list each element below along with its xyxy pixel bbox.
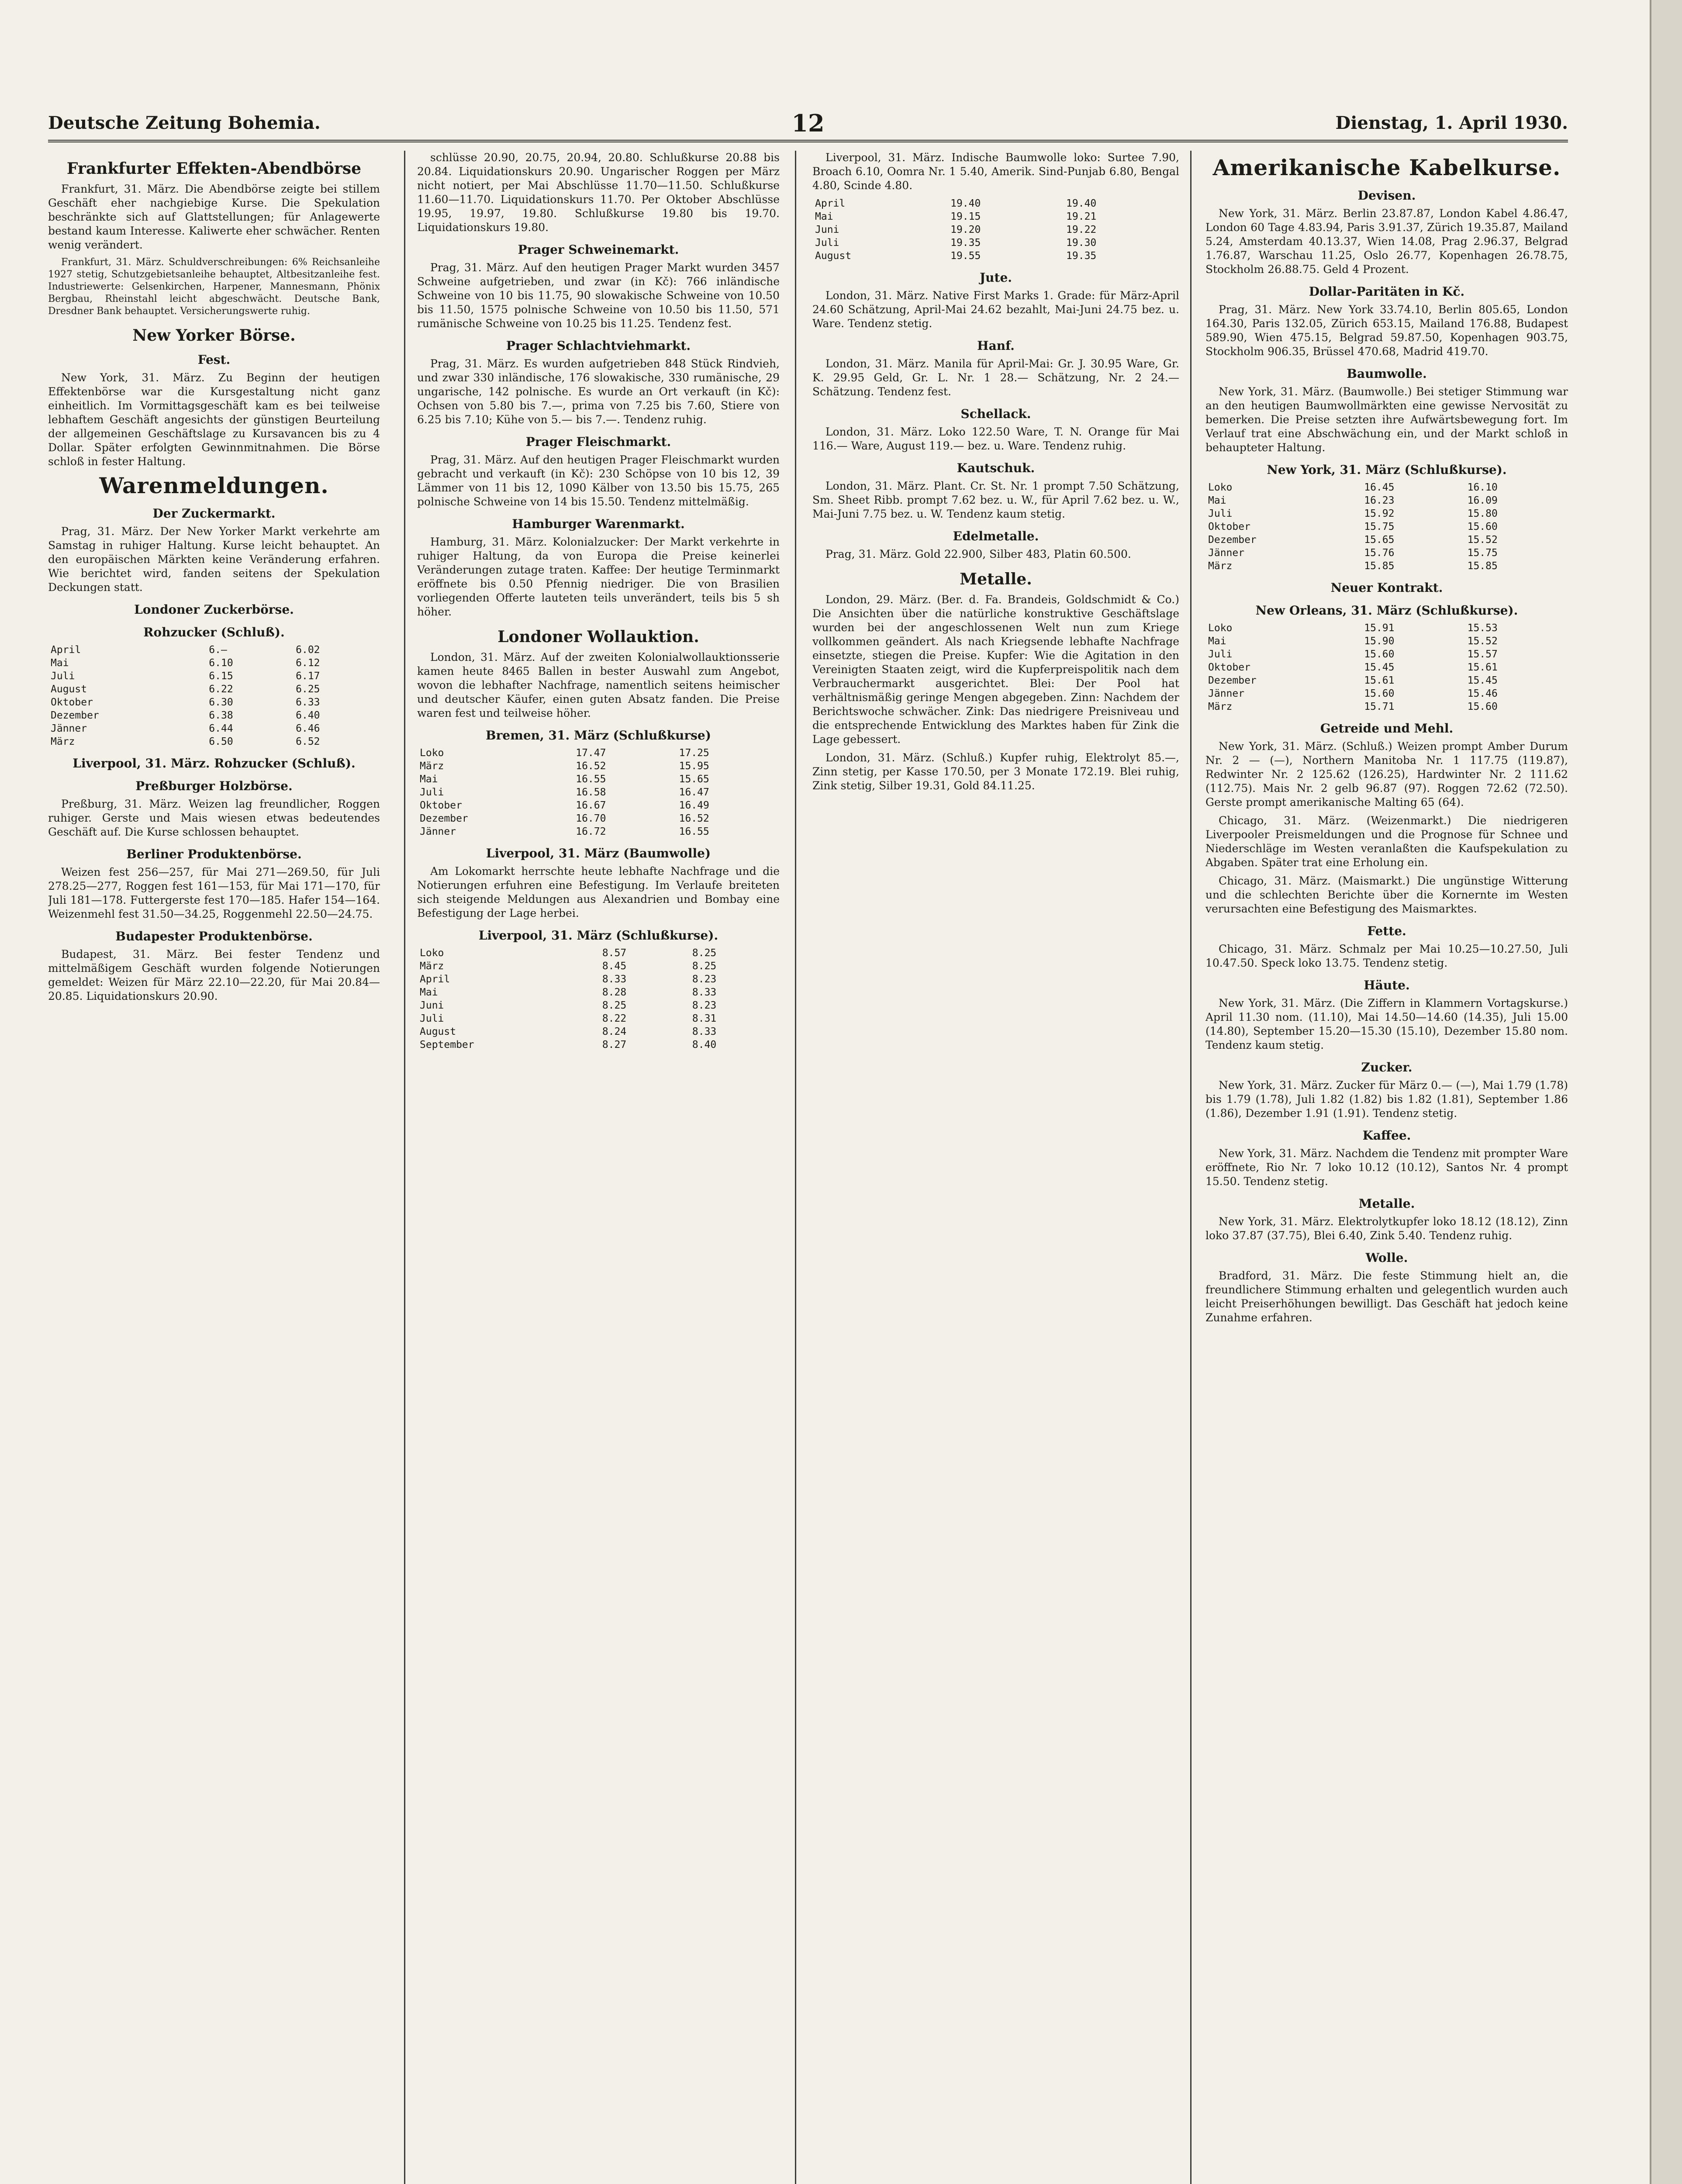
subsection-title: Prager Fleischmarkt. bbox=[525, 435, 671, 449]
article-paragraph: Frankfurt, 31. März. Die Abendbörse zeigte bei stillem Geschäft eher nachgiebige Kurse. Die Spekulation beschränkte sich auf Glattstellungen; für Anlagewerte bestand kaum Interesse. Kaliwerte eher schwächer. Renten wenig verändert. bbox=[48, 183, 380, 251]
table-cell: 15.91 bbox=[1364, 622, 1395, 634]
table-cell: August bbox=[420, 1026, 456, 1037]
table-cell: Jänner bbox=[1208, 547, 1245, 559]
table-cell: 15.65 bbox=[1364, 534, 1395, 546]
table-row bbox=[1205, 481, 1568, 494]
table-cell: 15.52 bbox=[1467, 636, 1498, 647]
article-paragraph: Prag, 31. März. Auf den heutigen Prager Markt wurden 3457 Schweine aufgetrieben, und zwar (in Kč): 766 inländische Schweine von 10 bis 11.75, 90 slowakische Schweine von 10.50 bis 11.50, 1575 polnische Schweine von 10.50 bis 11.50, 571 rumänische Schweine von 10.25 bis 11.25. Tendenz fest. bbox=[417, 261, 780, 330]
table-row bbox=[417, 773, 780, 786]
article-paragraph: Hamburg, 31. März. Kolonialzucker: Der Markt verkehrte in ruhiger Haltung, da von Europa die Preise keinerlei Veränderungen zutage traten. Kaffee: Der heutige Terminmarkt eröffnete bis 0.50 Pfennig niedriger. Die von Brasilien vorliegenden Offerte lauteten teils unverändert, teils bis 5 sh höher. bbox=[417, 536, 780, 618]
table-row bbox=[812, 249, 1179, 263]
article-paragraph: New York, 31. März. Zucker für März 0.— (—), Mai 1.79 (1.78) bis 1.79 (1.78), Juli 1.82 (1.82) bis 1.82 (1.81), September 1.86 (1.86), Dezember 1.91 (1.91). Tendenz stetig. bbox=[1205, 1079, 1568, 1120]
article-paragraph: Prag, 31. März. New York 33.74.10, Berlin 805.65, London 164.30, Paris 132.05, Zürich 653.15, Mailand 176.88, Budapest 589.90, Wien 475.15, Belgrad 59.87.50, Kopenhagen 903.75, Stockholm 906.35, Brüssel 470.68, Madrid 419.70. bbox=[1205, 303, 1568, 358]
table-cell: 6.02 bbox=[296, 644, 320, 656]
column-2 bbox=[417, 151, 780, 2184]
table-cell: 15.76 bbox=[1364, 547, 1395, 559]
table-cell: 15.57 bbox=[1467, 649, 1498, 660]
table-cell: März bbox=[1208, 701, 1233, 712]
table-cell: Juli bbox=[1208, 649, 1233, 660]
table-row bbox=[1205, 700, 1568, 713]
table-row bbox=[48, 696, 380, 709]
table-cell: 8.33 bbox=[602, 974, 627, 985]
masthead bbox=[48, 109, 1568, 142]
table-cell: 15.46 bbox=[1467, 688, 1498, 699]
table-row bbox=[417, 786, 780, 799]
table-row bbox=[1205, 661, 1568, 674]
table-cell: 6.50 bbox=[209, 736, 233, 747]
table-row bbox=[48, 709, 380, 722]
table-cell: Mai bbox=[815, 211, 833, 222]
table-cell: 19.30 bbox=[1066, 237, 1097, 249]
column-1 bbox=[48, 151, 380, 2184]
section-title: Warenmeldungen. bbox=[99, 473, 329, 498]
table-cell: 16.70 bbox=[576, 813, 606, 824]
table-cell: 8.31 bbox=[692, 1013, 717, 1024]
article-paragraph: New York, 31. März. Berlin 23.87.87, London Kabel 4.86.47, London 60 Tage 4.83.94, Paris 3.91.37, Zürich 19.35.87, Mailand 5.24, Amsterdam 40.13.37, Wien 14.08, Prag 2.96.37, Belgrad 1.76.87, Warschau 11.25, Oslo 26.77, Kopenhagen 26.78.75, Stockholm 26.88.75. Geld 4 Prozent. bbox=[1205, 207, 1568, 276]
table-cell: April bbox=[51, 644, 81, 656]
subsection-title: Zucker. bbox=[1361, 1060, 1413, 1075]
table-cell: 16.52 bbox=[679, 813, 709, 824]
article-paragraph: Chicago, 31. März. (Maismarkt.) Die ungünstige Witterung und die schlechten Berichte über die Kornernte im Westen verursachten eine Befestigung des Maismarktes. bbox=[1205, 874, 1568, 915]
table-cell: 8.24 bbox=[602, 1026, 627, 1037]
table-cell: Juli bbox=[51, 670, 75, 682]
subsection-title: New Orleans, 31. März (Schlußkurse). bbox=[1255, 603, 1518, 618]
table-cell: Oktober bbox=[1208, 662, 1250, 673]
table-cell: 16.67 bbox=[576, 800, 606, 811]
table-cell: 19.35 bbox=[1066, 250, 1097, 262]
table-cell: 15.85 bbox=[1364, 560, 1395, 572]
article-paragraph: London, 31. März. Manila für April-Mai: Gr. J. 30.95 Ware, Gr. K. 29.95 Geld, Gr. L. Nr. 1 28.— Schätzung, Nr. 2 24.— Schätzung. Tendenz fest. bbox=[812, 357, 1179, 398]
table-cell: 19.22 bbox=[1066, 224, 1097, 235]
table-cell: Oktober bbox=[51, 697, 93, 708]
table-row bbox=[417, 973, 780, 986]
subsection-title: Edelmetalle. bbox=[953, 529, 1039, 543]
table-cell: 6.— bbox=[209, 644, 227, 656]
table-cell: 8.25 bbox=[692, 947, 717, 959]
table-row bbox=[417, 986, 780, 999]
table-row bbox=[417, 799, 780, 812]
table-row bbox=[417, 1025, 780, 1038]
table-cell: Dezember bbox=[1208, 675, 1257, 686]
column-4 bbox=[1205, 151, 1568, 2184]
table-cell: 15.65 bbox=[679, 774, 709, 785]
table-cell: März bbox=[420, 760, 444, 772]
table-row bbox=[48, 657, 380, 670]
table-row bbox=[1205, 687, 1568, 700]
quote-table bbox=[417, 947, 780, 1051]
subsection-title: Fette. bbox=[1367, 924, 1406, 938]
table-cell: Loko bbox=[1208, 482, 1233, 493]
article-paragraph: Weizen fest 256—257, für Mai 271—269.50, für Juli 278.25—277, Roggen fest 161—153, für Mai 171—170, für Juli 181—178. Futtergerste fest 170—185. Hafer 154—164. Weizenmehl fest 31.50—34.25, Roggenmehl 22.50—24.75. bbox=[48, 866, 380, 920]
table-cell: 19.40 bbox=[1066, 198, 1097, 209]
table-cell: 6.44 bbox=[209, 723, 233, 734]
subsection-title: Budapester Produktenbörse. bbox=[115, 929, 313, 943]
column-rule bbox=[795, 151, 796, 2184]
table-cell: Juni bbox=[815, 224, 839, 235]
table-cell: 6.33 bbox=[296, 697, 320, 708]
table-cell: 16.09 bbox=[1467, 495, 1498, 506]
quote-table bbox=[812, 197, 1179, 263]
table-row bbox=[417, 760, 780, 773]
table-cell: August bbox=[51, 684, 87, 695]
table-cell: 6.22 bbox=[209, 684, 233, 695]
article-paragraph: London, 31. März. Auf der zweiten Kolonialwollauktionsserie kamen heute 8465 Ballen in bester Auswahl zum Angebot, wovon die lebhafter Nachfrage, namentlich seitens heimischer und deutscher Käufer, einen guten Absatz fanden. Die Preise waren fest und teilweise höher. bbox=[417, 651, 780, 719]
subsection-title: Hamburger Warenmarkt. bbox=[512, 517, 685, 531]
table-cell: Dezember bbox=[1208, 534, 1257, 546]
section-title: Metalle. bbox=[960, 570, 1032, 588]
section-title: Londoner Wollauktion. bbox=[497, 628, 699, 646]
article-paragraph: New York, 31. März. (Baumwolle.) Bei stetiger Stimmung war an den heutigen Baumwollmärkten eine gewisse Nervosität zu bemerken. Die Preise setzten ihre Aufwärtsbewegung fort. Im Verlauf trat eine Abschwächung ein, und der Markt schloß in behaupteter Haltung. bbox=[1205, 385, 1568, 454]
table-cell: Jänner bbox=[1208, 688, 1245, 699]
subsection-title: Berliner Produktenbörse. bbox=[126, 847, 302, 861]
table-cell: 19.55 bbox=[950, 250, 981, 262]
article-paragraph: New York, 31. März. (Die Ziffern in Klammern Vortagskurse.) April 11.30 nom. (11.10), Mai 14.50—14.60 (14.35), Juli 15.00 (14.80), September 15.20—15.30 (15.10), Dezember 15.80 nom. Tendenz kaum stetig. bbox=[1205, 997, 1568, 1051]
table-row bbox=[812, 236, 1179, 249]
table-cell: 6.25 bbox=[296, 684, 320, 695]
subsection-title: Kautschuk. bbox=[957, 461, 1035, 475]
table-cell: 15.71 bbox=[1364, 701, 1395, 712]
article-paragraph: Preßburg, 31. März. Weizen lag freundlicher, Roggen ruhiger. Gerste und Mais wiesen etwas bedeutendes Geschäft auf. Die Kurse schlossen behauptet. bbox=[48, 798, 380, 838]
subsection-title: Londoner Zuckerbörse. bbox=[134, 602, 294, 617]
table-cell: 16.47 bbox=[679, 787, 709, 798]
article-paragraph: Am Lokomarkt herrschte heute lebhafte Nachfrage und die Notierungen erfuhren eine Befestigung. Im Verlaufe breiteten sich steigende Meldungen aus Alexandrien und Bombay eine Befestigung der Lage herbei. bbox=[417, 865, 780, 919]
table-row bbox=[417, 812, 780, 825]
article-paragraph: Bradford, 31. März. Die feste Stimmung hielt an, die freundlichere Stimmung erhalten und gelegentlich wurden auch leicht Preiserhöhungen bewilligt. Das Geschäft hat jedoch keine Zunahme erfahren. bbox=[1205, 1269, 1568, 1324]
table-cell: 19.15 bbox=[950, 211, 981, 222]
table-row bbox=[1205, 560, 1568, 573]
table-cell: April bbox=[815, 198, 846, 209]
table-row bbox=[48, 722, 380, 735]
table-row bbox=[48, 670, 380, 683]
subsection-title: Baumwolle. bbox=[1347, 366, 1427, 381]
table-cell: Oktober bbox=[1208, 521, 1250, 532]
table-cell: Loko bbox=[420, 747, 444, 759]
issue-date: Dienstag, 1. April 1930. bbox=[1335, 113, 1568, 133]
table-cell: 6.46 bbox=[296, 723, 320, 734]
table-cell: 15.75 bbox=[1467, 547, 1498, 559]
table-cell: 8.27 bbox=[602, 1039, 627, 1051]
table-cell: 19.40 bbox=[950, 198, 981, 209]
article-paragraph: Frankfurt, 31. März. Schuldverschreibungen: 6% Reichsanleihe 1927 stetig, Schutzgebietsanleihe behauptet, Altbesitzanleihe fest. Industriewerte: Gelsenkirchen, Harpener, Mannesmann, Phönix Bergbau, Rheinstahl leicht abgeschwächt. Deutsche Bank, Dresdner Bank behauptet. Versicherungswerte ruhig. bbox=[48, 257, 380, 317]
article-paragraph: Liverpool, 31. März. Indische Baumwolle loko: Surtee 7.90, Broach 6.10, Oomra Nr. 1 5.40, Amerik. Sind-Punjab 6.80, Bengal 4.80, Scinde 4.80. bbox=[812, 151, 1179, 192]
table-cell: 15.95 bbox=[679, 760, 709, 772]
table-cell: 15.45 bbox=[1364, 662, 1395, 673]
table-cell: 6.40 bbox=[296, 710, 320, 721]
article-paragraph: schlüsse 20.90, 20.75, 20.94, 20.80. Schlußkurse 20.88 bis 20.84. Liquidationskurs 20.90. Ungarischer Roggen per März nicht notiert, per Mai Abschlüsse 11.70—11.50. Schlußkurse 11.60—11.70. Liquidationskurs 11.70. Per Oktober Abschlüsse 19.95, 19.97, 19.80. Schlußkurse 19.80 bis 19.70. Liquidationskurs 19.80. bbox=[417, 151, 780, 234]
table-cell: 8.33 bbox=[692, 987, 717, 998]
section-title: Amerikanische Kabelkurse. bbox=[1212, 155, 1561, 180]
table-cell: 15.60 bbox=[1467, 701, 1498, 712]
column-3 bbox=[812, 151, 1179, 2184]
table-cell: Mai bbox=[1208, 495, 1226, 506]
table-row bbox=[417, 1038, 780, 1051]
table-cell: Loko bbox=[1208, 622, 1233, 634]
table-cell: 8.33 bbox=[692, 1026, 717, 1037]
article-paragraph: Prag, 31. März. Der New Yorker Markt verkehrte am Samstag in ruhiger Haltung. Kurse leicht behauptet. An den europäischen Märkten keine Veränderung erfahren. Wie berichtet wird, fanden seitens der Spekulation Deckungen statt. bbox=[48, 525, 380, 594]
table-row bbox=[812, 223, 1179, 236]
article-paragraph: Chicago, 31. März. Schmalz per Mai 10.25—10.27.50, Juli 10.47.50. Speck loko 13.75. Tendenz stetig. bbox=[1205, 943, 1568, 969]
article-paragraph: London, 31. März. Plant. Cr. St. Nr. 1 prompt 7.50 Schätzung, Sm. Sheet Ribb. prompt 7.62 bez. u. W., für April 7.62 bez. u. W., Mai-Juni 7.75 bez. u. W. Tendenz kaum stetig. bbox=[812, 480, 1179, 520]
table-cell: 8.25 bbox=[692, 961, 717, 972]
table-cell: 6.38 bbox=[209, 710, 233, 721]
subsection-title: Kaffee. bbox=[1362, 1128, 1411, 1143]
table-cell: 16.52 bbox=[576, 760, 606, 772]
table-cell: 15.45 bbox=[1467, 675, 1498, 686]
table-row bbox=[417, 960, 780, 973]
table-cell: 15.85 bbox=[1467, 560, 1498, 572]
quote-table bbox=[48, 643, 380, 748]
subsection-title: Schellack. bbox=[960, 407, 1031, 421]
table-cell: Oktober bbox=[420, 800, 462, 811]
table-cell: 15.61 bbox=[1467, 662, 1498, 673]
table-cell: 16.55 bbox=[679, 826, 709, 837]
article-paragraph: New York, 31. März. Elektrolytkupfer loko 18.12 (18.12), Zinn loko 37.87 (37.75), Blei 6.40, Zink 5.40. Tendenz ruhig. bbox=[1205, 1215, 1568, 1242]
table-cell: April bbox=[420, 974, 450, 985]
subsection-title: Bremen, 31. März (Schlußkurse) bbox=[485, 728, 711, 743]
subsection-title: New York, 31. März (Schlußkurse). bbox=[1267, 463, 1507, 477]
table-cell: 16.72 bbox=[576, 826, 606, 837]
subsection-title: Neuer Kontrakt. bbox=[1330, 581, 1443, 595]
table-cell: 6.30 bbox=[209, 697, 233, 708]
table-row bbox=[48, 735, 380, 748]
table-row bbox=[417, 947, 780, 960]
article-paragraph: Prag, 31. März. Auf den heutigen Prager Fleischmarkt wurden gebracht und verkauft (in Kč): 230 Schöpse von 10 bis 12, 39 Lämmer von 11 bis 12, 1090 Kälber von 13.50 bis 15.75, 265 polnische Schweine von 14 bis 15.50. Tendenz mittelmäßig. bbox=[417, 453, 780, 508]
table-cell: Mai bbox=[420, 774, 438, 785]
table-cell: März bbox=[51, 736, 75, 747]
table-cell: Juni bbox=[420, 1000, 444, 1011]
table-cell: 8.45 bbox=[602, 961, 627, 972]
subsection-title: Getreide und Mehl. bbox=[1320, 721, 1454, 736]
table-cell: 15.60 bbox=[1364, 688, 1395, 699]
table-row bbox=[1205, 635, 1568, 648]
table-cell: Mai bbox=[51, 657, 69, 669]
table-cell: 8.23 bbox=[692, 974, 717, 985]
table-row bbox=[1205, 648, 1568, 661]
quote-table bbox=[1205, 481, 1568, 573]
table-cell: 19.20 bbox=[950, 224, 981, 235]
section-title: Frankfurter Effekten-Abendbörse bbox=[66, 159, 362, 178]
subsection-title: Fest. bbox=[197, 352, 231, 367]
table-cell: 6.10 bbox=[209, 657, 233, 669]
table-cell: Mai bbox=[1208, 636, 1226, 647]
subsection-title: Dollar-Paritäten in Kč. bbox=[1309, 284, 1465, 299]
table-cell: 15.60 bbox=[1467, 521, 1498, 532]
table-row bbox=[417, 825, 780, 838]
table-cell: 16.49 bbox=[679, 800, 709, 811]
table-cell: Jänner bbox=[420, 826, 456, 837]
table-cell: 15.60 bbox=[1364, 649, 1395, 660]
table-cell: 15.61 bbox=[1364, 675, 1395, 686]
table-row bbox=[48, 643, 380, 657]
table-row bbox=[417, 999, 780, 1012]
table-cell: 16.45 bbox=[1364, 482, 1395, 493]
table-row bbox=[1205, 546, 1568, 560]
table-cell: 15.92 bbox=[1364, 508, 1395, 519]
table-cell: 8.57 bbox=[602, 947, 627, 959]
subsection-title: Prager Schlachtviehmarkt. bbox=[506, 339, 691, 353]
table-cell: Juli bbox=[420, 787, 444, 798]
subsection-title: Metalle. bbox=[1358, 1196, 1415, 1211]
table-cell: März bbox=[420, 961, 444, 972]
table-row bbox=[812, 197, 1179, 210]
table-row bbox=[417, 1012, 780, 1025]
table-row bbox=[1205, 674, 1568, 687]
article-paragraph: Chicago, 31. März. (Weizenmarkt.) Die niedrigeren Liverpooler Preismeldungen und die Prognose für Schnee und Niederschläge im Westen veranlaßten die Kaufspekulation zu Abgaben. Später trat eine Erholung ein. bbox=[1205, 814, 1568, 869]
article-paragraph: New York, 31. März. (Schluß.) Weizen prompt Amber Durum Nr. 2 — (—), Northern Manitoba Nr. 1 117.75 (119.87), Redwinter Nr. 2 125.62 (126.25), Hardwinter Nr. 2 111.62 (112.75). Mais Nr. 2 gelb 96.87 (97). Roggen 72.62 (72.50). Gerste prompt amerikanische Malting 65 (64). bbox=[1205, 740, 1568, 809]
article-paragraph: London, 29. März. (Ber. d. Fa. Brandeis, Goldschmidt & Co.) Die Ansichten über die natürliche konstruktive Geschäftslage wurden bei der angeschlossenen Welt nun zum Kriege vollkommen geändert. Als nach Kriegsende lebhafte Nachfrage einsetzte, stiegen die Preise. Kupfer: Wie die Agitation in den Vereinigten Staaten zeigt, wird die Kupferpreispolitik nach dem Verbrauchermarkt ausgerichtet. Blei: Der Pool hat verhältnismäßig geringe Mengen abgegeben. Zinn: Nachdem der Berichtswoche schwächer. Zink: Das niedrigere Preisniveau und die entsprechende Entwicklung des Marktes haben für Zink die Lage gebessert. bbox=[812, 593, 1179, 746]
article-paragraph: London, 31. März. Loko 122.50 Ware, T. N. Orange für Mai 116.— Ware, August 119.— bez. u. Ware. Tendenz ruhig. bbox=[812, 425, 1179, 452]
table-row bbox=[1205, 494, 1568, 507]
table-cell: Dezember bbox=[51, 710, 99, 721]
table-cell: Loko bbox=[420, 947, 444, 959]
subsection-title: Prager Schweinemarkt. bbox=[518, 242, 679, 257]
quote-table bbox=[1205, 622, 1568, 713]
table-row bbox=[1205, 520, 1568, 533]
section-title: New Yorker Börse. bbox=[132, 326, 296, 345]
table-cell: 16.55 bbox=[576, 774, 606, 785]
table-cell: 15.53 bbox=[1467, 622, 1498, 634]
table-cell: 16.23 bbox=[1364, 495, 1395, 506]
table-cell: 8.22 bbox=[602, 1013, 627, 1024]
table-cell: 8.25 bbox=[602, 1000, 627, 1011]
table-row bbox=[812, 210, 1179, 223]
page-edge bbox=[1650, 0, 1682, 2184]
table-row bbox=[48, 683, 380, 696]
article-paragraph: Prag, 31. März. Gold 22.900, Silber 483, Platin 60.500. bbox=[825, 548, 1131, 560]
subsection-title: Liverpool, 31. März (Schlußkurse). bbox=[478, 928, 718, 943]
article-paragraph: London, 31. März. (Schluß.) Kupfer ruhig, Elektrolyt 85.—, Zinn stetig, per Kasse 170.50, per 3 Monate 172.19. Blei ruhig, Zink stetig, Silber 19.31, Gold 84.11.25. bbox=[812, 751, 1179, 792]
article-paragraph: Prag, 31. März. Es wurden aufgetrieben 848 Stück Rindvieh, und zwar 330 inländische, 176 slowakische, 330 rumänische, 29 ungarische, 142 polnische. Es wurde an Ort verkauft (in Kč): Ochsen von 5.80 bis 7.—, prima von 7.25 bis 7.60, Stiere von 6.25 bis 7.10; Kühe von 5.— bis 7.—. Tendenz ruhig. bbox=[417, 357, 780, 426]
subsection-title: Jute. bbox=[979, 270, 1012, 285]
table-cell: Jänner bbox=[51, 723, 87, 734]
page-number: 12 bbox=[791, 109, 825, 137]
subsection-title: Liverpool, 31. März. Rohzucker (Schluß). bbox=[73, 756, 356, 771]
newspaper-name: Deutsche Zeitung Bohemia. bbox=[48, 113, 321, 133]
table-cell: Mai bbox=[420, 987, 438, 998]
subsection-title: Devisen. bbox=[1357, 188, 1416, 203]
subsection-title: Rohzucker (Schluß). bbox=[143, 625, 285, 639]
table-cell: 17.25 bbox=[679, 747, 709, 759]
article-paragraph: New York, 31. März. Zu Beginn der heutigen Effektenbörse war die Kursgestaltung nicht ganz einheitlich. Im Vormittagsgeschäft kam es bei teilweise lebhaftem Geschäft angesichts der günstigen Beurteilung der allgemeinen Geschäftslage zu Kursavancen bis zu 4 Dollar. Später erfolgten Gewinnmitnahmen. Die Börse schloß in fester Haltung. bbox=[48, 371, 380, 468]
article-paragraph: Budapest, 31. März. Bei fester Tendenz und mittelmäßigem Geschäft wurden folgende Notierungen gemeldet: Weizen für März 22.10—22.20, für Mai 20.84—20.85. Liquidationskurs 20.90. bbox=[48, 948, 380, 1002]
table-cell: Juli bbox=[815, 237, 839, 249]
table-cell: September bbox=[420, 1039, 474, 1051]
table-cell: März bbox=[1208, 560, 1233, 572]
table-cell: 15.80 bbox=[1467, 508, 1498, 519]
table-cell: 6.12 bbox=[296, 657, 320, 669]
column-rule bbox=[404, 151, 405, 2184]
quote-table bbox=[417, 746, 780, 838]
column-rule bbox=[1190, 151, 1192, 2184]
table-cell: 6.17 bbox=[296, 670, 320, 682]
subsection-title: Häute. bbox=[1364, 978, 1410, 992]
article-paragraph: New York, 31. März. Nachdem die Tendenz mit prompter Ware eröffnete, Rio Nr. 7 loko 10.12 (10.12), Santos Nr. 4 prompt 15.50. Tendenz stetig. bbox=[1205, 1147, 1568, 1188]
subsection-title: Der Zuckermarkt. bbox=[152, 506, 276, 521]
table-cell: 19.35 bbox=[950, 237, 981, 249]
table-cell: Dezember bbox=[420, 813, 468, 824]
table-row bbox=[417, 746, 780, 760]
table-cell: Juli bbox=[1208, 508, 1233, 519]
article-paragraph: London, 31. März. Native First Marks 1. Grade: für März-April 24.60 Schätzung, April-Mai 24.62 bezahlt, Mai-Juni 24.75 bez. u. Ware. Tendenz stetig. bbox=[812, 289, 1179, 330]
subsection-title: Preßburger Holzbörse. bbox=[135, 779, 293, 793]
table-cell: 17.47 bbox=[576, 747, 606, 759]
table-cell: 8.23 bbox=[692, 1000, 717, 1011]
table-row bbox=[1205, 622, 1568, 635]
subsection-title: Hanf. bbox=[977, 339, 1015, 353]
table-cell: 15.52 bbox=[1467, 534, 1498, 546]
table-cell: 8.40 bbox=[692, 1039, 717, 1051]
table-cell: 16.58 bbox=[576, 787, 606, 798]
table-row bbox=[1205, 507, 1568, 520]
subsection-title: Wolle. bbox=[1365, 1251, 1408, 1265]
subsection-title: Liverpool, 31. März (Baumwolle) bbox=[486, 846, 711, 860]
table-cell: 15.90 bbox=[1364, 636, 1395, 647]
table-cell: 6.15 bbox=[209, 670, 233, 682]
table-cell: 19.21 bbox=[1066, 211, 1097, 222]
table-cell: Juli bbox=[420, 1013, 444, 1024]
table-cell: 8.28 bbox=[602, 987, 627, 998]
table-cell: 15.75 bbox=[1364, 521, 1395, 532]
table-cell: August bbox=[815, 250, 852, 262]
table-cell: 16.10 bbox=[1467, 482, 1498, 493]
table-row bbox=[1205, 533, 1568, 546]
table-cell: 6.52 bbox=[296, 736, 320, 747]
